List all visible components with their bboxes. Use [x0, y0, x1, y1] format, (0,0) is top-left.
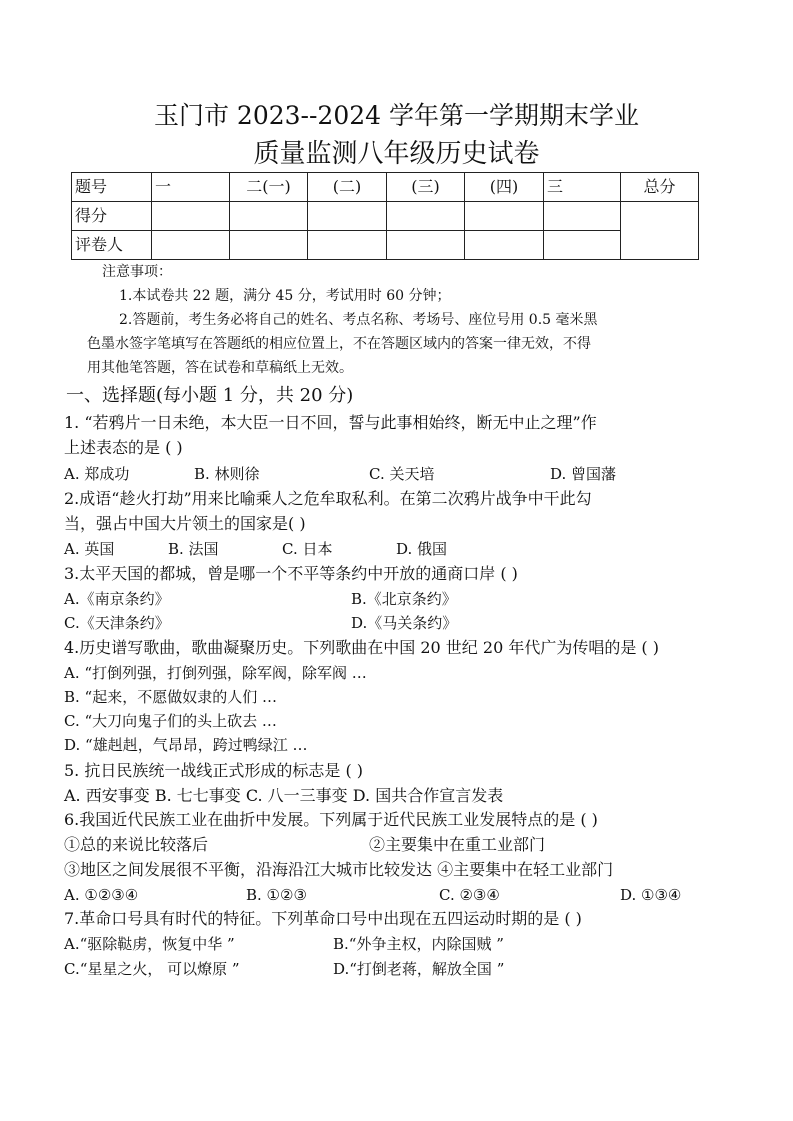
score-table-header-row [72, 173, 699, 202]
question-5-options[interactable]: A. 西安事变 B. 七七事变 C. 八一三事变 D. 国共合作宣言发表 [64, 786, 504, 805]
question-4-option-c[interactable]: C. “大刀向鬼子们的头上砍去 … [64, 712, 277, 730]
score-table-header: 二(一) [230, 173, 308, 202]
question-4-option-d[interactable]: D. “雄赳赳，气昂昂，跨过鸭绿江 … [64, 736, 308, 754]
question-3-option-b[interactable]: B.《北京条约》 [351, 590, 457, 608]
question-4-stem: 4.历史谱写歌曲，歌曲凝聚历史。下列歌曲在中国 20 世纪 20 年代广为传唱的是 ( ) [64, 638, 659, 657]
question-3-option-d[interactable]: D.《马关条约》 [351, 614, 458, 632]
question-2-option-b[interactable]: B. 法国 [168, 540, 219, 558]
grader-cell[interactable] [152, 231, 230, 260]
score-table-row [72, 202, 699, 231]
question-1-option-d[interactable]: D. 曾国藩 [550, 465, 617, 483]
question-2-option-a[interactable]: A. 英国 [64, 540, 115, 558]
question-7-option-b[interactable]: B.“外争主权，内除国贼 ” [333, 935, 504, 953]
score-cell[interactable] [308, 202, 387, 231]
score-row-label: 得分 [72, 202, 152, 231]
score-cell[interactable] [152, 202, 230, 231]
question-7-option-d[interactable]: D.“打倒老蒋，解放全国 ” [333, 960, 505, 978]
question-1-stem: 1. “若鸦片一日未绝，本大臣一日不回，誓与此事相始终，断无中止之理”作 [64, 413, 597, 432]
score-table-header: 三 [544, 173, 621, 202]
grader-cell[interactable] [387, 231, 465, 260]
question-3-stem: 3.太平天国的都城，曾是哪一个不平等条约中开放的通商口岸 ( ) [64, 564, 518, 583]
question-6-option-b[interactable]: B. ①②③ [246, 886, 307, 904]
score-table-header: (四) [465, 173, 544, 202]
question-6-items-3-4: ③地区之间发展很不平衡，沿海沿江大城市比较发达 ④主要集中在轻工业部门 [64, 860, 614, 879]
question-6-stem: 6.我国近代民族工业在曲折中发展。下列属于近代民族工业发展特点的是 ( ) [64, 810, 598, 829]
score-row-label: 评卷人 [72, 231, 152, 260]
grader-cell[interactable] [465, 231, 544, 260]
score-table-header: (二) [308, 173, 387, 202]
question-7-option-a[interactable]: A.“驱除鞑虏，恢复中华 ” [64, 935, 235, 953]
question-2-option-d[interactable]: D. 俄国 [396, 540, 448, 558]
notice-item-2: 2.答题前，考生务必将自己的姓名、考点名称、考场号、座位号用 0.5 毫米黑 [119, 312, 598, 328]
question-3-option-c[interactable]: C.《天津条约》 [64, 614, 170, 632]
question-6-item-2: ②主要集中在重工业部门 [369, 835, 546, 854]
section-heading: 一、选择题(每小题 1 分，共 20 分) [66, 385, 354, 406]
score-table-row [72, 231, 699, 260]
question-2-stem: 2.成语“趁火打劫”用来比喻乘人之危牟取私利。在第二次鸦片战争中干此勾 [64, 489, 592, 508]
score-cell[interactable] [387, 202, 465, 231]
exam-title-line2: 质量监测八年级历史试卷 [253, 139, 540, 169]
score-table-header: (三) [387, 173, 465, 202]
question-1-option-b[interactable]: B. 林则徐 [194, 465, 260, 483]
question-1-option-a[interactable]: A. 郑成功 [64, 465, 130, 483]
question-6-option-d[interactable]: D. ①③④ [620, 886, 682, 904]
score-table-header: 题号 [72, 173, 152, 202]
exam-title-line1: 玉门市 2023--2024 学年第一学期期末学业 [153, 101, 640, 130]
question-7-stem: 7.革命口号具有时代的特征。下列革命口号中出现在五四运动时期的是 ( ) [64, 909, 582, 928]
question-2-option-c[interactable]: C. 日本 [282, 540, 333, 558]
question-3-option-a[interactable]: A.《南京条约》 [64, 590, 170, 608]
score-cell[interactable] [230, 202, 308, 231]
score-cell[interactable] [544, 202, 621, 231]
notice-item-2-cont: 用其他笔答题，答在试卷和草稿纸上无效。 [87, 360, 353, 376]
question-5-stem: 5. 抗日民族统一战线正式形成的标志是 ( ) [64, 761, 364, 780]
notice-heading: 注意事项： [102, 264, 172, 280]
score-table-header: 总分 [621, 173, 699, 202]
grader-cell[interactable] [230, 231, 308, 260]
question-4-option-a[interactable]: A. “打倒列强，打倒列强，除军阀，除军阀 … [64, 664, 367, 682]
score-table-header: 一 [152, 173, 230, 202]
question-6-option-c[interactable]: C. ②③④ [439, 886, 500, 904]
notice-item-2-cont: 色墨水签字笔填写在答题纸的相应位置上，不在答题区域内的答案一律无效，不得 [87, 336, 591, 352]
question-6-option-a[interactable]: A. ①②③④ [64, 886, 139, 904]
question-6-item-1: ①总的来说比较落后 [64, 835, 209, 854]
score-table [71, 172, 699, 260]
question-4-option-b[interactable]: B. “起来，不愿做奴隶的人们 … [64, 688, 277, 706]
question-1-stem-cont: 上述表态的是 ( ) [64, 438, 183, 457]
question-1-option-c[interactable]: C. 关天培 [369, 465, 435, 483]
total-score-cell[interactable] [621, 202, 699, 260]
score-cell[interactable] [465, 202, 544, 231]
question-2-stem-cont: 当，强占中国大片领土的国家是( ) [64, 514, 306, 533]
notice-item-1: 1.本试卷共 22 题，满分 45 分，考试用时 60 分钟； [119, 288, 451, 304]
grader-cell[interactable] [308, 231, 387, 260]
question-7-option-c[interactable]: C.“星星之火， 可以燎原 ” [64, 960, 240, 978]
grader-cell[interactable] [544, 231, 621, 260]
